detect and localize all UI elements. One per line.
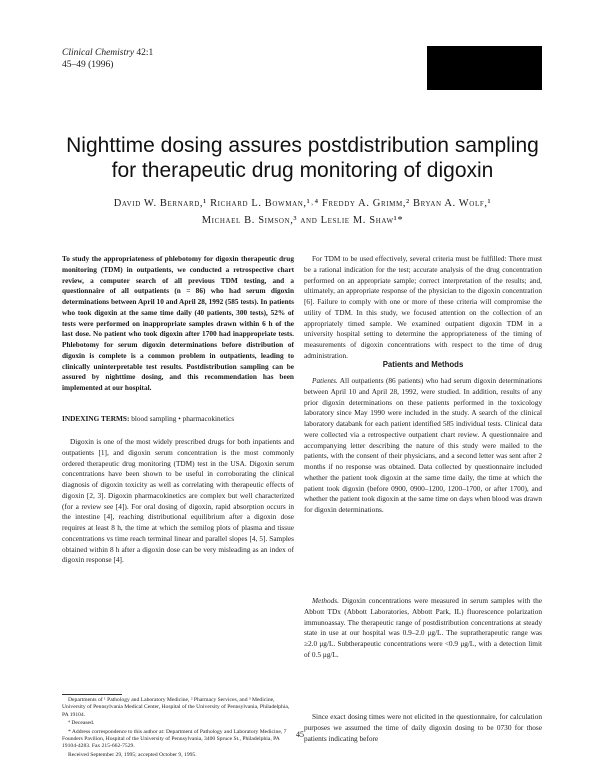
authors-line-1: David W. Bernard,¹ Richard L. Bowman,¹˒⁴ Freddy A. Grimm,² Bryan A. Wolf,¹	[113, 198, 492, 209]
patients-paragraph	[304, 376, 542, 516]
section-heading: Patients and Methods	[382, 360, 464, 369]
authors-line-2: Michael B. Simson,³ and Leslie M. Shaw¹*	[201, 215, 404, 226]
black-block	[427, 46, 542, 90]
journal-volume: 42:1	[136, 48, 154, 58]
right-intro-paragraph: For TDM to be used effectively, several criteria must be fulfilled: There must be a rational indication for the test; accurate analysis of the drug concentration performed on an appropriate sample; correct interpretation of the results; and, ultimately, an appropriate response of the physician to the digoxin concentration [6]. Failure to comply with one or more of these criteria will compromise the utility of TDM. In this study, we focused attention on the collection of an appropriately timed sample. We examined outpatient digoxin TDM in a university hospital setting to determine the appropriateness of the timing of measurements of digoxin concentrations with respect to the time of drug administration.	[304, 254, 542, 360]
journal-name: Clinical Chemistry	[62, 48, 135, 58]
footnotes	[62, 697, 294, 760]
indexing-terms	[62, 414, 294, 425]
article-title: Nighttime dosing assures postdistribution sampling for therapeutic drug monitoring of digoxin	[66, 134, 539, 182]
footnote-deceased: ⁴ Deceased.	[68, 720, 95, 727]
journal-citation	[62, 47, 153, 71]
abstract: To study the appropriateness of phlebotomy for digoxin therapeutic drug monitoring (TDM) in outpatients, we conducted a retrospective chart review, a computer search of all previous TDM testing, and a questionnaire of all outpatients (n = 86) who had serum digoxin determinations between April 10 and April 28, 1992 (585 tests). In patients who took digoxin at the same time daily (40 patients, 300 tests), 52% of tests were performed on inappropriate samples drawn within 6 h of the last dose. No patient who took digoxin after 1700 had inappropriate tests. Phlebotomy for serum digoxin determinations before distribution of digoxin is complete is a common problem in outpatients, leading to clinically uninterpretable test results. Postdistribution sampling can be assured by nighttime dosing, and this recommendation has been implemented at our hospital.	[62, 254, 294, 392]
page-number: 45	[296, 730, 304, 739]
last-paragraph: Since exact dosing times were not elicited in the questionnaire, for calculation purposes we assumed the time of daily digoxin dosing to be 0730 for those patients indicating before	[304, 712, 542, 743]
patients-label: Patients.	[312, 376, 338, 385]
footnote-correspondence: * Address correspondence to this author at: Department of Pathology and Laboratory Medicine, 7 Founders Pavilion, Hospital of the University of Pennsylvania, 3400 Spruce St., Philadelphia, PA 19104-4283. Fax 215-662-7529.	[62, 728, 287, 750]
footnote-rule	[62, 694, 122, 695]
indexing-values: blood sampling • pharmacokinetics	[131, 414, 235, 423]
intro-paragraph: Digoxin is one of the most widely prescribed drugs for both inpatients and outpatients [1], and digoxin serum concentration is the most commonly ordered therapeutic drug monitoring (TDM) test in the USA. Digoxin serum concentrations have been shown to be useful in corroborating the clinical diagnosis of digoxin toxicity as well as correlating with therapeutic effects of digoxin [2, 3]. Digoxin pharmacokinetics are complex but well characterized (for a review see [4]). For oral dosing of digoxin, rapid absorption occurs in the intestine [4], reaching distributional equilibrium after a digoxin dose requires at least 8 h, the time at which the semilog plots of plasma and tissue concentrations vs time reach terminal linear and parallel slopes [4, 5]. Samples obtained within 8 h after a digoxin dose can be very misleading as an index of digoxin response [4].	[62, 437, 294, 565]
indexing-label: INDEXING TERMS:	[62, 414, 130, 423]
footnote-affiliations: Departments of ¹ Pathology and Laboratory Medicine, ² Pharmacy Services, and ³ Medicine, University of Pennsylvania Medical Center, Hospital of the University of Pennsylvania, Philadelphia, PA 19104.	[62, 697, 290, 718]
journal-pages: 45–49 (1996)	[62, 60, 114, 70]
author-list	[60, 195, 545, 229]
patients-text: All outpatients (86 patients) who had serum digoxin determinations between April 10 and April 28, 1992, were studied. In addition, results of any prior digoxin determinations on these patients performed in the toxicology laboratory since May 1990 were included in the study. A search of the clinical laboratory databank for each patient identified 585 individual tests. Clinical data were collected via a retrospective outpatient chart review. A questionnaire and accompanying letter describing the nature of this study were mailed to the patients, with the consent of their physicians, and a second letter was sent after 2 months if no response was obtained. Data collected by questionnaire included whether the patient took digoxin at the same time daily, the time at which the patient took digoxin (before 0900, 0900–1200, 1200–1700, or after 1700), and whether the patient took digoxin at the same time on days when blood was drawn for digoxin determinations.	[304, 376, 543, 514]
methods-text: Digoxin concentrations were measured in serum samples with the Abbott TDx (Abbott Laboratories, Abbott Park, IL) fluorescence polarization immunoassay. The therapeutic range of postdistribution concentrations at steady state in use at our hospital was 0.9–2.0 μg/L. The supratherapeutic range was ≥2.0 μg/L. Subtherapeutic concentrations were <0.9 μg/L, with a detection limit of 0.5 μg/L.	[304, 596, 542, 659]
methods-paragraph	[304, 596, 542, 661]
methods-label: Methods.	[312, 596, 339, 605]
footnote-received: Received September 29, 1995; accepted October 9, 1995.	[68, 751, 197, 758]
